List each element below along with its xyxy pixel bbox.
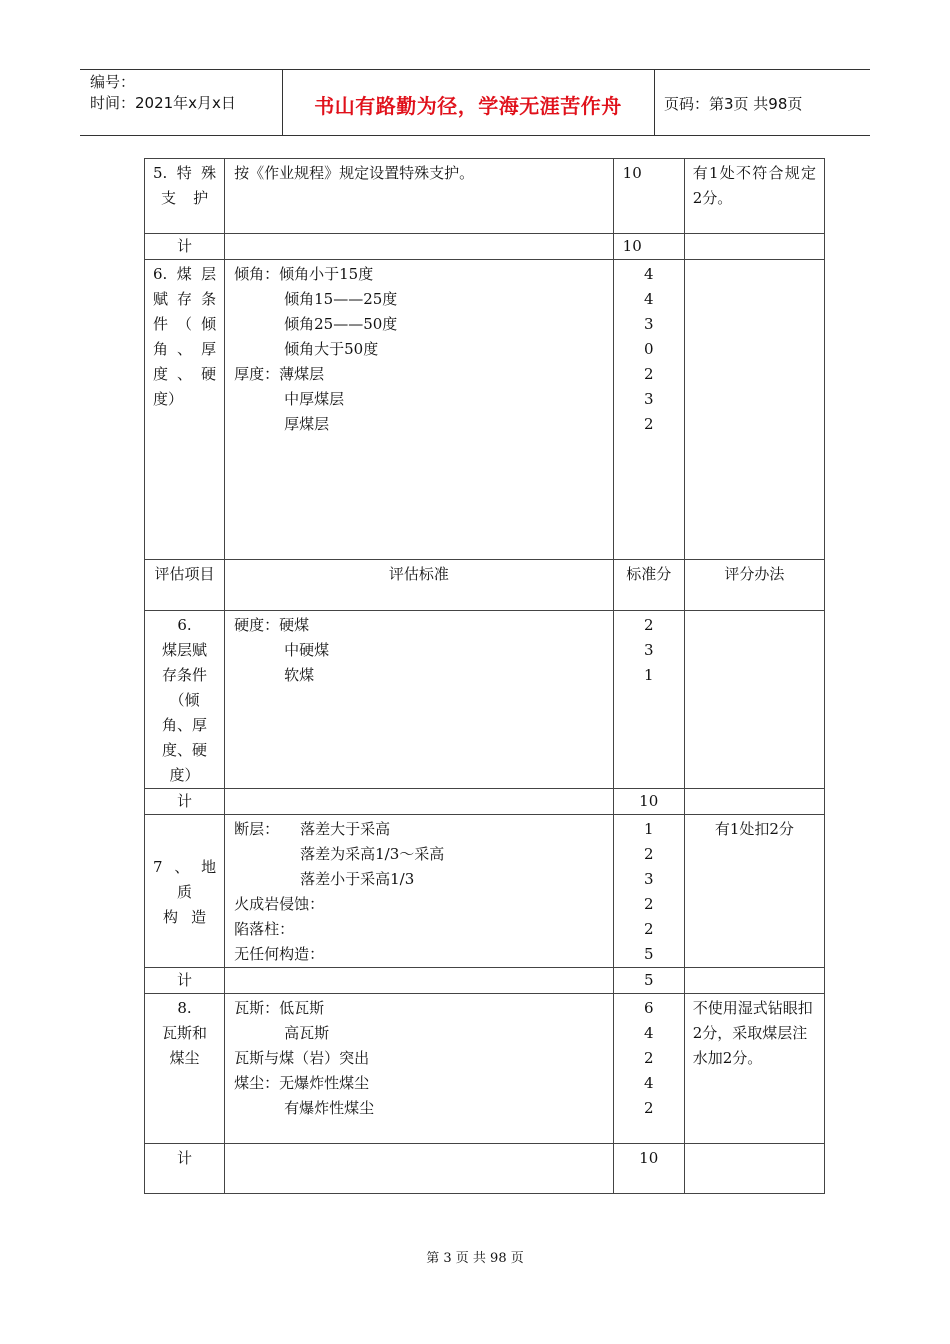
sec7-score: 5 — [643, 945, 654, 963]
sec7-method: 有1处扣2分 — [684, 815, 824, 968]
total-method-empty — [684, 1144, 824, 1194]
sec8-method: 不使用湿式钻眼扣2分，采取煤层注水加2分。 — [684, 994, 824, 1144]
evaluation-table — [144, 158, 825, 1194]
sec6a-standard — [225, 260, 614, 560]
header-top-rule — [80, 69, 870, 70]
sec6b-standard — [225, 611, 614, 789]
header-time-label: 时间：2021年x月x日 — [90, 94, 236, 112]
sec7-item-line: 质 — [177, 882, 193, 901]
table-row-sec5 — [145, 159, 825, 234]
sec8-score: 2 — [643, 1099, 654, 1117]
sec7-score: 1 — [643, 820, 654, 838]
sec7-other-row: 陷落柱： — [234, 920, 295, 938]
table-header-row — [145, 560, 825, 611]
sec6a-item-line: 度） — [153, 390, 184, 408]
sec8-score: 4 — [643, 1024, 654, 1042]
sec6b-scores — [613, 611, 684, 789]
sec7-fault-row: 落差为采高1/3～采高 — [300, 845, 445, 863]
header-divider-2 — [654, 69, 655, 135]
total-score: 5 — [613, 968, 684, 994]
total-standard-empty — [225, 234, 614, 260]
sec8-item — [145, 994, 225, 1144]
sec5-score: 10 — [613, 159, 684, 234]
sec8-scores — [613, 994, 684, 1144]
table-row-sec8 — [145, 994, 825, 1144]
sec6b-item-line: 煤层赋 — [162, 641, 208, 659]
sec6b-item-line: 度、硬 — [162, 741, 208, 759]
sec7-standard — [225, 815, 614, 968]
sec6a-angle-row: 倾角15——25度 — [284, 290, 398, 308]
sec6b-item-line: 角、厚 — [162, 716, 208, 734]
sec6b-item-line: 存条件 — [162, 666, 208, 684]
sec7-score: 2 — [643, 895, 654, 913]
sec8-standard — [225, 994, 614, 1144]
header-motto: 书山有路勤为径，学海无涯苦作舟 — [314, 94, 622, 118]
sec8-dust-row: 有爆炸性煤尘 — [284, 1099, 375, 1117]
sec6a-thick-row: 厚煤层 — [284, 415, 330, 433]
sec8-score: 4 — [643, 1074, 654, 1092]
sec6a-item-line: 度、硬 — [153, 365, 217, 383]
sec6a-score: 0 — [643, 340, 654, 358]
sec8-score: 6 — [643, 999, 654, 1017]
sec6a-angle-row: 倾角25——50度 — [284, 315, 398, 333]
sec6a-score: 2 — [643, 415, 654, 433]
sec7-scores — [613, 815, 684, 968]
sec6a-item-line: 6.煤层 — [153, 265, 217, 283]
sec6a-score: 4 — [643, 290, 654, 308]
sec8-score: 2 — [643, 1049, 654, 1067]
sec7-item — [145, 815, 225, 968]
table-row-total — [145, 234, 825, 260]
total-method-empty — [684, 968, 824, 994]
sec6a-item-line: 赋存条 — [153, 290, 217, 308]
col-header-item: 评估项目 — [145, 560, 225, 611]
page-footer: 第 3 页 共 98 页 — [426, 1251, 524, 1266]
sec6a-item-line: 角、厚 — [153, 340, 217, 358]
col-header-method: 评分办法 — [684, 560, 824, 611]
header-bottom-rule — [80, 135, 870, 136]
total-score: 10 — [613, 789, 684, 815]
sec8-dust-label: 煤尘：无爆炸性煤尘 — [234, 1074, 370, 1092]
sec5-item-line: 5.特殊 — [153, 164, 217, 182]
sec6b-score: 3 — [643, 641, 654, 659]
sec6b-score: 1 — [643, 666, 654, 684]
total-method-empty — [684, 234, 824, 260]
total-standard-empty — [225, 1144, 614, 1194]
table-row-sec6a — [145, 260, 825, 560]
total-standard-empty — [225, 968, 614, 994]
sec8-item-line: 瓦斯和 — [162, 1024, 208, 1042]
sec6b-hard-row: 软煤 — [284, 666, 315, 684]
sec5-method: 有1处不符合规定2分。 — [684, 159, 824, 234]
sec6a-thick-label: 厚度：薄煤层 — [234, 365, 325, 383]
sec7-fault-label: 断层： — [234, 820, 280, 838]
sec5-standard: 按《作业规程》规定设置特殊支护。 — [225, 159, 614, 234]
sec6a-item — [145, 260, 225, 560]
sec6a-score: 3 — [643, 390, 654, 408]
total-standard-empty — [225, 789, 614, 815]
sec7-score: 2 — [643, 920, 654, 938]
sec7-fault-row: 落差小于采高1/3 — [300, 870, 415, 888]
sec8-item-line: 8. — [177, 999, 192, 1017]
sec5-item — [145, 159, 225, 234]
total-label: 计 — [145, 789, 225, 815]
total-label: 计 — [145, 968, 225, 994]
total-score: 10 — [613, 234, 684, 260]
sec6a-score: 2 — [643, 365, 654, 383]
sec7-fault-row: 落差大于采高 — [300, 820, 391, 838]
sec7-other-row: 无任何构造： — [234, 945, 325, 963]
total-score: 10 — [613, 1144, 684, 1194]
header-meta — [90, 72, 236, 114]
sec6b-score: 2 — [643, 616, 654, 634]
sec6a-angle-label: 倾角：倾角小于15度 — [234, 265, 374, 283]
sec7-item-line: 7、地 — [153, 857, 217, 876]
table-row-total — [145, 1144, 825, 1194]
col-header-standard: 评估标准 — [225, 560, 614, 611]
sec8-item-line: 煤尘 — [169, 1049, 200, 1067]
sec6a-thick-row: 中厚煤层 — [284, 390, 345, 408]
sec6b-hard-label: 硬度：硬煤 — [234, 616, 310, 634]
sec6a-angle-row: 倾角大于50度 — [284, 340, 379, 358]
table-row-sec7 — [145, 815, 825, 968]
sec5-item-line: 支护 — [161, 189, 209, 207]
sec6a-method-empty — [684, 260, 824, 560]
sec7-other-row: 火成岩侵蚀： — [234, 895, 325, 913]
sec8-gas-label: 瓦斯：低瓦斯 — [234, 999, 325, 1017]
header-number-label: 编号： — [90, 73, 136, 91]
sec7-item-line: 构造 — [163, 907, 207, 926]
total-label: 计 — [145, 234, 225, 260]
sec6b-item-line: 6. — [177, 616, 192, 634]
total-method-empty — [684, 789, 824, 815]
sec6a-score: 3 — [643, 315, 654, 333]
sec6b-method-empty — [684, 611, 824, 789]
table-row-total — [145, 789, 825, 815]
sec6a-scores — [613, 260, 684, 560]
sec6a-score: 4 — [643, 265, 654, 283]
sec7-score: 2 — [643, 845, 654, 863]
col-header-score: 标准分 — [613, 560, 684, 611]
sec7-score: 3 — [643, 870, 654, 888]
sec6b-hard-row: 中硬煤 — [284, 641, 330, 659]
table-row-total — [145, 968, 825, 994]
header-page-info: 页码：第3页 共98页 — [664, 95, 803, 113]
table-row-sec6b — [145, 611, 825, 789]
sec6b-item-line: 度） — [169, 766, 200, 784]
sec8-outburst: 瓦斯与煤（岩）突出 — [234, 1049, 370, 1067]
sec6a-item-line: 件（倾 — [153, 315, 217, 333]
sec6b-item-line: （倾 — [169, 691, 200, 709]
sec8-gas-row: 高瓦斯 — [284, 1024, 330, 1042]
total-label: 计 — [145, 1144, 225, 1194]
sec6b-item — [145, 611, 225, 789]
